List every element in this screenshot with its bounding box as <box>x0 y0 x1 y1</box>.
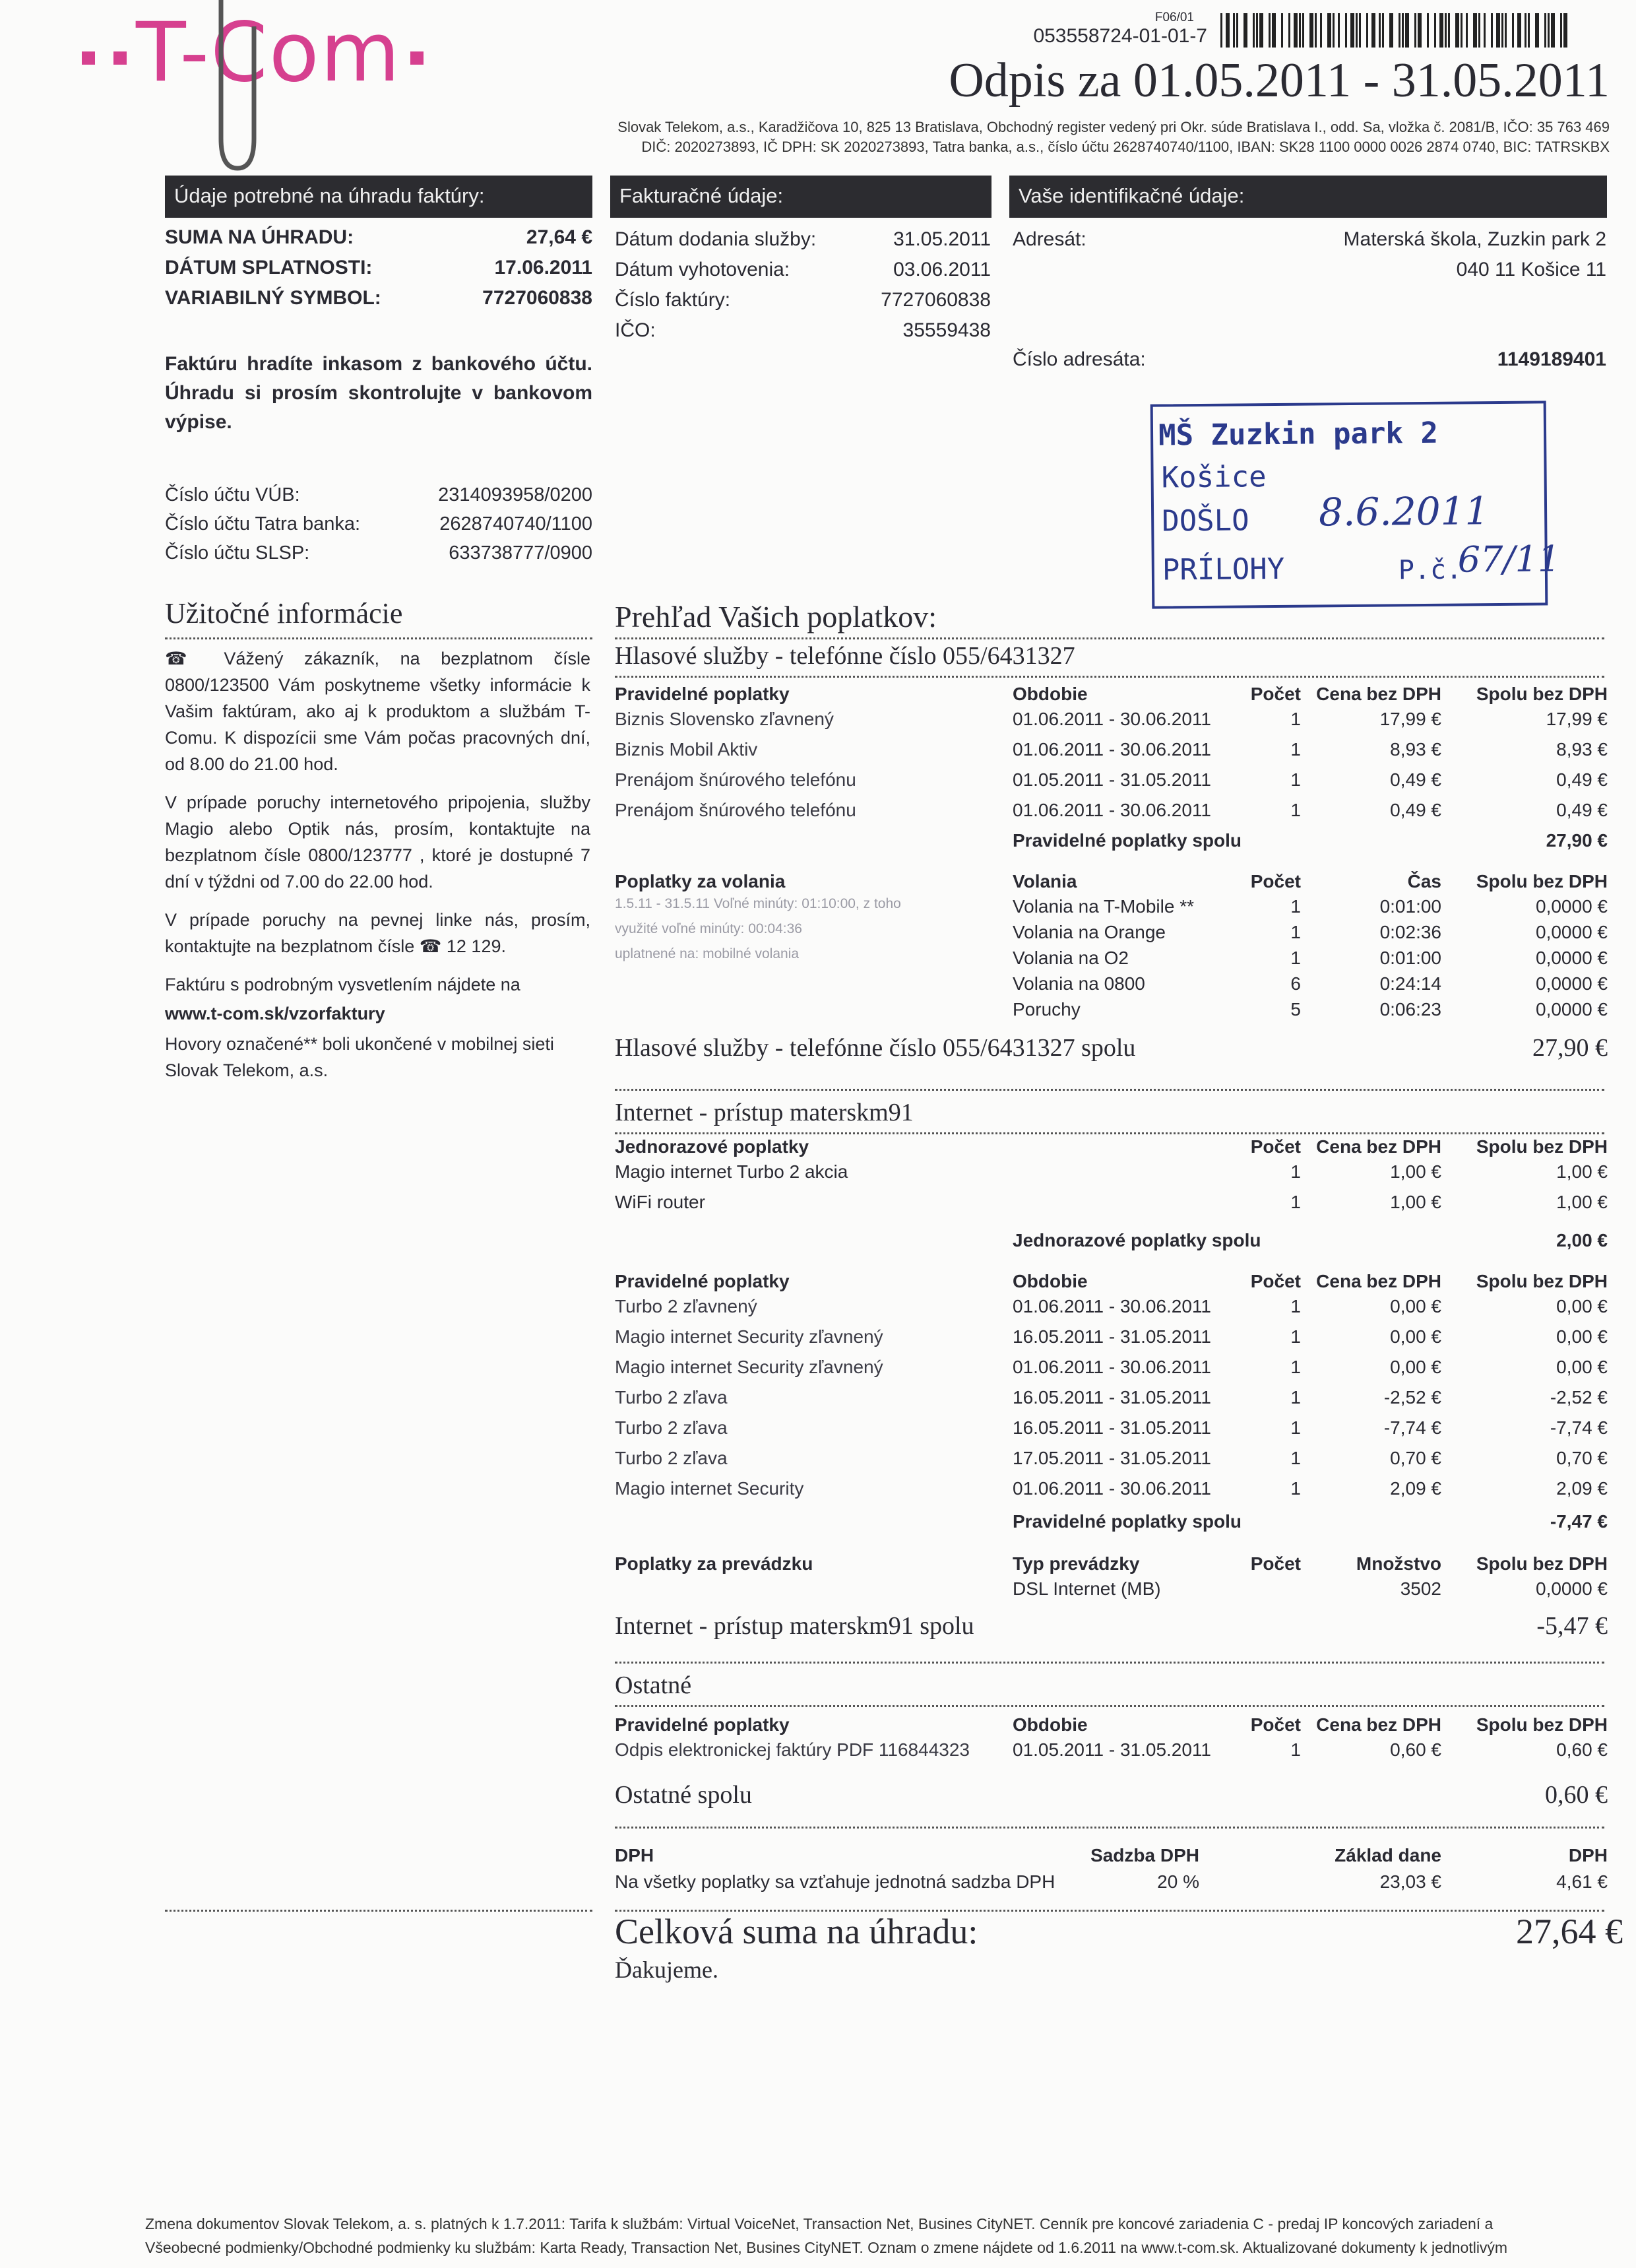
voice-section-title: Hlasové služby - telefónne číslo 055/6431327 <box>615 642 1075 670</box>
company-info-line-2: DIČ: 2020273893, IČ DPH: SK 2020273893, Tatra banka, a.s., číslo účtu 2628740740/1100, IBAN: SK28 1100 0000 0026 2874 0740, BIC: TATRSKBX <box>641 139 1610 155</box>
column-header: Pravidelné poplatky <box>615 684 790 704</box>
table-row-price: 0,00 € <box>1390 1296 1441 1316</box>
table-row-count: 1 <box>1290 739 1301 760</box>
document-reference: F06/01 053558724-01-01-7 <box>1033 11 1207 47</box>
table-row-price: 1,00 € <box>1390 1161 1441 1182</box>
variable-symbol-label: VARIABILNÝ SYMBOL: <box>165 287 381 309</box>
addressee-line-1: Materská škola, Zuzkin park 2 <box>1343 228 1606 250</box>
stamp-line-4: PRÍLOHY <box>1162 552 1285 587</box>
table-row-total: -2,52 € <box>1550 1387 1608 1408</box>
call-count: 1 <box>1290 896 1301 917</box>
table-row-price: -2,52 € <box>1383 1387 1441 1408</box>
call-type: Volania na T-Mobile ** <box>1013 896 1194 917</box>
table-row-total: 17,99 € <box>1546 709 1608 729</box>
vat-rate: 20 % <box>1157 1871 1199 1892</box>
account-vub: Číslo účtu VÚB: 2314093958/0200 <box>165 484 592 505</box>
table-row-item: Turbo 2 zľava <box>615 1417 728 1438</box>
table-row-price: 0,00 € <box>1390 1326 1441 1347</box>
table-row-period: 01.06.2011 - 30.06.2011 <box>1013 1357 1211 1377</box>
column-header: Spolu bez DPH <box>1476 1136 1608 1157</box>
overview-title: Prehľad Vašich poplatkov: <box>615 600 937 633</box>
sample-invoice-link[interactable]: www.t-com.sk/vzorfaktury <box>165 1004 385 1023</box>
call-total: 0,0000 € <box>1536 948 1608 968</box>
subtotal-label: Pravidelné poplatky spolu <box>1013 1511 1242 1532</box>
table-row-count: 1 <box>1290 1357 1301 1377</box>
due-date-label: DÁTUM SPLATNOSTI: <box>165 257 373 278</box>
company-info-line-1: Slovak Telekom, a.s., Karadžičova 10, 825 13 Bratislava, Obchodný register vedený pri Okr. súde Bratislava I., odd. Sa, vložka č. 2081/B, IČO: 35 763 469 <box>617 119 1610 135</box>
column-header: Počet <box>1250 1271 1301 1291</box>
footer-line-2: Všeobecné podmienky/Obchodné podmienky ku službám: Karta Ready, Transaction Net, Busines CityNET. Oznam o zmene nájdete od 1.6.2011 na www.t-com.sk. Aktualizované dokumenty k jednotlivým <box>145 2239 1508 2256</box>
table-row-count: 1 <box>1290 800 1301 820</box>
amount-value: 27,64 € <box>526 226 592 248</box>
table-row-count: 1 <box>1290 1448 1301 1468</box>
vat-amount: 4,61 € <box>1556 1871 1608 1892</box>
column-header: Čas <box>1407 871 1441 891</box>
stamp-handwritten-date: 8.6.2011 <box>1318 488 1490 535</box>
call-type: Poruchy <box>1013 999 1081 1020</box>
voice-total-label: Hlasové služby - telefónne číslo 055/6431327 spolu <box>615 1034 1136 1062</box>
table-row-total: 0,00 € <box>1556 1326 1608 1347</box>
stamp-line-2: Košice <box>1161 460 1267 495</box>
table-row-price: 8,93 € <box>1390 739 1441 760</box>
table-row-period: 01.05.2011 - 31.05.2011 <box>1013 1739 1211 1760</box>
column-header: Spolu bez DPH <box>1476 1553 1608 1574</box>
internet-total-label: Internet - prístup materskm91 spolu <box>615 1612 974 1640</box>
table-row-count: 1 <box>1290 1161 1301 1182</box>
barcode <box>1220 13 1577 48</box>
vat-text: Na všetky poplatky sa vzťahuje jednotná sadzba DPH <box>615 1871 1055 1892</box>
table-row-total: 1,00 € <box>1556 1161 1608 1182</box>
column-header: Poplatky za prevádzku <box>615 1553 813 1574</box>
table-row-total: -7,74 € <box>1550 1417 1608 1438</box>
call-count: 5 <box>1290 999 1301 1020</box>
table-row-total: 8,93 € <box>1556 739 1608 760</box>
column-header: Pravidelné poplatky <box>615 1714 790 1735</box>
column-header: Cena bez DPH <box>1316 1136 1441 1157</box>
addressee-number: 1149189401 <box>1497 348 1606 370</box>
column-header: Cena bez DPH <box>1316 1714 1441 1735</box>
addressee-number-row <box>1013 348 1606 371</box>
phone-icon: ☎ <box>419 936 447 956</box>
internet-total-value: -5,47 € <box>1536 1612 1608 1640</box>
table-row-price: 0,60 € <box>1390 1739 1441 1760</box>
footer-line-1: Zmena dokumentov Slovak Telekom, a. s. platných k 1.7.2011: Tarifa k službám: Virtual VoiceNet, Transaction Net, Busines CityNET. Cenník pre koncové zariadenia C - predaj IP koncových zariadení a <box>145 2215 1494 2232</box>
column-header: Cena bez DPH <box>1316 684 1441 704</box>
useful-info-text: ☎ Vážený zákazník, na bezplatnom čísle 0800/123500 Vám poskytneme všetky informácie k Vašim faktúram, ako aj k produktom a službám T-Comu. K dispozícii sme Vám počas pracovných dní, od 8.00 do 21.00 hod. V prípade poruchy internetového pripojenia, služby Magio alebo Optik nás, prosím, kontaktujte na bezplatnom čísle 0800/123777 , ktoré je dostupné 7 dní v týždni od 7.00 do 22.00 hod. V prípade poruchy na pevnej linke nás, prosím, kontaktujte na bezplatnom čísle ☎ 12 129. Faktúru s podrobným vysvetlením nájdete na www.t-com.sk/vzorfaktury Hovory označené** boli ukončené v mobilnej sieti Slovak Telekom, a.s. <box>165 649 590 1080</box>
table-row-item: WiFi router <box>615 1192 705 1212</box>
table-row-total: 0,49 € <box>1556 800 1608 820</box>
table-row-item: Odpis elektronickej faktúry PDF 116844323 <box>615 1739 970 1760</box>
voice-total-value: 27,90 € <box>1532 1034 1608 1062</box>
other-section-title: Ostatné <box>615 1671 692 1699</box>
payment-details <box>165 226 592 317</box>
table-row-count: 1 <box>1290 1192 1301 1212</box>
subtotal-label: Pravidelné poplatky spolu <box>1013 830 1242 851</box>
table-row-item: Magio internet Security zľavnený <box>615 1326 883 1347</box>
table-row-period: 01.06.2011 - 30.06.2011 <box>1013 800 1211 820</box>
column-header: Cena bez DPH <box>1316 1271 1441 1291</box>
call-total: 0,0000 € <box>1536 922 1608 942</box>
addressee-number-label: Číslo adresáta: <box>1013 348 1146 370</box>
table-row-total: 0,00 € <box>1556 1357 1608 1377</box>
invoice-details <box>615 224 991 346</box>
table-row-price: -7,74 € <box>1383 1417 1441 1438</box>
other-total-label: Ostatné spolu <box>615 1781 752 1809</box>
call-type: Volania na 0800 <box>1013 973 1145 994</box>
bank-accounts <box>165 480 592 567</box>
subtotal-value: 27,90 € <box>1546 830 1608 851</box>
call-time: 0:01:00 <box>1379 896 1441 917</box>
invoice-section-bar: Fakturačné údaje: <box>610 176 991 218</box>
table-row-price: 0,49 € <box>1390 800 1441 820</box>
payment-note: Faktúru hradíte inkasom z bankového účtu. Úhradu si prosím skontrolujte v bankovom výpise. <box>165 353 592 433</box>
vat-header-rate: Sadzba DPH <box>1090 1845 1199 1865</box>
column-header: Poplatky za volania <box>615 871 786 891</box>
table-row-period: 16.05.2011 - 31.05.2011 <box>1013 1417 1211 1438</box>
vat-header-base: Základ dane <box>1335 1845 1441 1865</box>
call-time: 0:06:23 <box>1379 999 1441 1020</box>
free-minutes-note: uplatnené na: mobilné volania <box>615 946 800 961</box>
internet-section-title: Internet - prístup materskm91 <box>615 1099 914 1126</box>
call-time: 0:02:36 <box>1379 922 1441 942</box>
table-row-total: 0,60 € <box>1556 1739 1608 1760</box>
table-row-item: Turbo 2 zľava <box>615 1448 728 1468</box>
column-header: Množstvo <box>1356 1553 1441 1574</box>
subtotal-value: 2,00 € <box>1556 1230 1608 1250</box>
table-row-count: 1 <box>1290 1387 1301 1408</box>
table-row-total: 0,00 € <box>1556 1296 1608 1316</box>
call-time: 0:01:00 <box>1379 948 1441 968</box>
table-row-count: 1 <box>1290 1739 1301 1760</box>
identity-section-bar: Vaše identifikačné údaje: <box>1009 176 1607 218</box>
call-count: 6 <box>1290 973 1301 994</box>
table-row-item: Biznis Slovensko zľavnený <box>615 709 834 729</box>
footer-note <box>145 2212 1623 2259</box>
table-row-item: Magio internet Turbo 2 akcia <box>615 1161 848 1182</box>
table-row-period: 17.05.2011 - 31.05.2011 <box>1013 1448 1211 1468</box>
column-header: Volania <box>1013 871 1077 891</box>
invoice-number: Číslo faktúry: 7727060838 <box>615 289 991 311</box>
column-header: Počet <box>1250 684 1301 704</box>
phone-icon: ☎ <box>165 649 224 668</box>
table-row-price: 1,00 € <box>1390 1192 1441 1212</box>
subtotal-label: Jednorazové poplatky spolu <box>1013 1230 1261 1250</box>
issue-date: Dátum vyhotovenia: 03.06.2011 <box>615 259 991 280</box>
amount-label: SUMA NA ÚHRADU: <box>165 226 354 248</box>
free-minutes-note: 1.5.11 - 31.5.11 Voľné minúty: 01:10:00, z toho <box>615 896 901 911</box>
column-header: Obdobie <box>1013 1271 1088 1291</box>
column-header: Počet <box>1250 1714 1301 1735</box>
identity-details <box>1013 224 1606 285</box>
vat-base: 23,03 € <box>1379 1871 1441 1892</box>
table-row-count: 1 <box>1290 1417 1301 1438</box>
stamp-line-1: MŠ Zuzkin park 2 <box>1158 416 1439 453</box>
t-com-logo: T-Com <box>73 5 534 117</box>
table-row-price: 0,49 € <box>1390 769 1441 790</box>
thanks-text: Ďakujeme. <box>615 1957 718 1983</box>
table-row-price: 0,70 € <box>1390 1448 1441 1468</box>
column-header: Počet <box>1250 1553 1301 1574</box>
other-total-value: 0,60 € <box>1545 1781 1608 1809</box>
account-tatra: Číslo účtu Tatra banka: 2628740740/1100 <box>165 513 592 535</box>
table-row-period: 01.06.2011 - 30.06.2011 <box>1013 739 1211 760</box>
call-time: 0:24:14 <box>1379 973 1441 994</box>
account-slsp: Číslo účtu SLSP: 633738777/0900 <box>165 542 592 564</box>
call-count: 1 <box>1290 948 1301 968</box>
call-type: Volania na O2 <box>1013 948 1129 968</box>
column-header: Obdobie <box>1013 1714 1088 1735</box>
traffic-total: 0,0000 € <box>1536 1578 1608 1599</box>
stamp-ref-label: P.č. <box>1398 554 1463 586</box>
addressee-label: Adresát: <box>1013 228 1086 250</box>
traffic-qty: 3502 <box>1400 1578 1441 1599</box>
table-row-item: Magio internet Security zľavnený <box>615 1357 883 1377</box>
subtotal-value: -7,47 € <box>1550 1511 1608 1532</box>
call-count: 1 <box>1290 922 1301 942</box>
call-total: 0,0000 € <box>1536 896 1608 917</box>
table-row-item: Biznis Mobil Aktiv <box>615 739 758 760</box>
table-row-item: Prenájom šnúrového telefónu <box>615 769 856 790</box>
table-row-total: 2,09 € <box>1556 1478 1608 1499</box>
table-row-price: 0,00 € <box>1390 1357 1441 1377</box>
table-row-total: 0,49 € <box>1556 769 1608 790</box>
table-row-price: 2,09 € <box>1390 1478 1441 1499</box>
column-header: Spolu bez DPH <box>1476 684 1608 704</box>
free-minutes-note: využité voľné minúty: 00:04:36 <box>615 921 802 936</box>
table-row-period: 01.06.2011 - 30.06.2011 <box>1013 709 1211 729</box>
table-row-item: Magio internet Security <box>615 1478 804 1499</box>
table-row-item: Turbo 2 zľavnený <box>615 1296 757 1316</box>
grand-total-label: Celková suma na úhradu: <box>615 1912 978 1951</box>
delivery-date: Dátum dodania služby: 31.05.2011 <box>615 228 991 250</box>
table-row-count: 1 <box>1290 1326 1301 1347</box>
due-date-value: 17.06.2011 <box>494 257 592 278</box>
table-row-price: 17,99 € <box>1379 709 1441 729</box>
ico: IČO: 35559438 <box>615 319 991 341</box>
table-row-period: 01.06.2011 - 30.06.2011 <box>1013 1478 1211 1499</box>
column-header: Pravidelné poplatky <box>615 1271 790 1291</box>
call-total: 0,0000 € <box>1536 973 1608 994</box>
paperclip-icon <box>201 0 274 178</box>
variable-symbol-value: 7727060838 <box>482 287 592 309</box>
column-header: Obdobie <box>1013 684 1088 704</box>
table-row-total: 0,70 € <box>1556 1448 1608 1468</box>
received-stamp <box>1150 401 1561 608</box>
call-type: Volania na Orange <box>1013 922 1166 942</box>
column-header: Spolu bez DPH <box>1476 1714 1608 1735</box>
document-title: Odpis za 01.05.2011 - 31.05.2011 <box>949 53 1610 108</box>
vat-header-vat: DPH <box>1568 1845 1608 1865</box>
traffic-type: DSL Internet (MB) <box>1013 1578 1161 1599</box>
stamp-handwritten-ref: 67/11 <box>1457 538 1561 581</box>
column-header: Počet <box>1250 1136 1301 1157</box>
useful-info-title: Užitočné informácie <box>165 597 403 630</box>
column-header: Spolu bez DPH <box>1476 871 1608 891</box>
stamp-line-3: DOŠLO <box>1161 503 1249 538</box>
table-row-total: 1,00 € <box>1556 1192 1608 1212</box>
table-row-count: 1 <box>1290 709 1301 729</box>
vat-header-label: DPH <box>615 1845 654 1865</box>
table-row-item: Turbo 2 zľava <box>615 1387 728 1408</box>
table-row-period: 01.05.2011 - 31.05.2011 <box>1013 769 1211 790</box>
call-total: 0,0000 € <box>1536 999 1608 1020</box>
table-row-count: 1 <box>1290 769 1301 790</box>
column-header: Jednorazové poplatky <box>615 1136 809 1157</box>
column-header: Typ prevádzky <box>1013 1553 1140 1574</box>
payment-section-bar: Údaje potrebné na úhradu faktúry: <box>165 176 592 218</box>
table-row-count: 1 <box>1290 1296 1301 1316</box>
grand-total-value: 27,64 € <box>1516 1912 1623 1951</box>
table-row-period: 16.05.2011 - 31.05.2011 <box>1013 1326 1211 1347</box>
table-row-period: 01.06.2011 - 30.06.2011 <box>1013 1296 1211 1316</box>
table-row-count: 1 <box>1290 1478 1301 1499</box>
column-header: Počet <box>1250 871 1301 891</box>
addressee-line-2: 040 11 Košice 11 <box>1456 259 1606 280</box>
table-row-item: Prenájom šnúrového telefónu <box>615 800 856 820</box>
column-header: Spolu bez DPH <box>1476 1271 1608 1291</box>
table-row-period: 16.05.2011 - 31.05.2011 <box>1013 1387 1211 1408</box>
